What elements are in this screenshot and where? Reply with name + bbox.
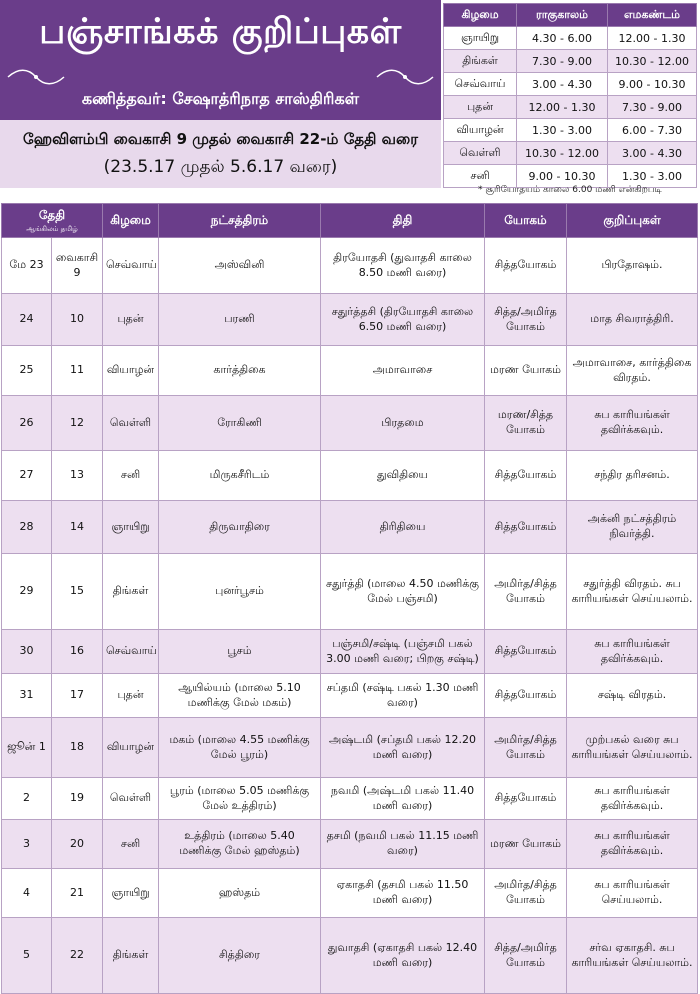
- timing-cell-day: ஞாயிறு: [444, 27, 517, 50]
- tithi-cell: திரயோதசி (துவாதசி காலை 8.50 மணி வரை): [321, 238, 485, 294]
- yogam-cell: சித்தயோகம்: [485, 501, 567, 554]
- day-cell: புதன்: [103, 294, 159, 346]
- table-row: [2, 674, 698, 718]
- tithi-cell: பஞ்சமி/சஷ்டி (பஞ்சமி பகல் 3.00 மணி வரை; பிறகு சஷ்டி): [321, 630, 485, 674]
- date-english-cell: 4: [2, 869, 52, 918]
- yogam-cell: சித்தயோகம்: [485, 630, 567, 674]
- day-cell: செவ்வாய்: [103, 238, 159, 294]
- date-tamil-cell: 21: [52, 869, 103, 918]
- period-dates: (23.5.17 முதல் 5.6.17 வரை): [103, 157, 338, 177]
- day-cell: ஞாயிறு: [103, 869, 159, 918]
- author-line: கணித்தவர்: சேஷாத்ரிநாத சாஸ்திரிகள்: [81, 89, 360, 108]
- star-cell: கார்த்திகை: [159, 346, 321, 396]
- timing-header-row: [444, 4, 697, 27]
- date-english-cell: 30: [2, 630, 52, 674]
- yogam-cell: அமிர்த/சித்த யோகம்: [485, 718, 567, 778]
- yogam-cell: சித்தயோகம்: [485, 238, 567, 294]
- notes-cell: சுப காரியங்கள் தவிர்க்கவும்.: [567, 778, 698, 820]
- date-tamil-cell: 20: [52, 820, 103, 869]
- header-date-tamil: தமிழ்: [60, 224, 78, 233]
- timing-note: * சூரியோதயம் காலை 6.00 மணி என்கிறபடி: [478, 185, 662, 195]
- date-tamil-cell: 18: [52, 718, 103, 778]
- date-tamil-cell: 12: [52, 396, 103, 451]
- date-tamil-cell: வைகாசி 9: [52, 238, 103, 294]
- table-row: [2, 396, 698, 451]
- timing-cell-day: சனி: [444, 165, 517, 188]
- timing-row: [444, 96, 697, 119]
- header-date-english: ஆங்கிலம்: [26, 224, 59, 233]
- yogam-cell: மரண யோகம்: [485, 820, 567, 869]
- star-cell: ஆயில்யம் (மாலை 5.10 மணிக்கு மேல் மகம்): [159, 674, 321, 718]
- yogam-cell: சித்தயோகம்: [485, 451, 567, 501]
- notes-cell: முற்பகல் வரை சுப காரியங்கள் செய்யலாம்.: [567, 718, 698, 778]
- timing-cell-rahu: 3.00 - 4.30: [517, 73, 608, 96]
- date-tamil-cell: 11: [52, 346, 103, 396]
- header-star: நட்சத்திரம்: [159, 204, 321, 238]
- star-cell: ரோகிணி: [159, 396, 321, 451]
- header-day: கிழமை: [103, 204, 159, 238]
- table-row: [2, 346, 698, 396]
- star-cell: மகம் (மாலை 4.55 மணிக்கு மேல் பூரம்): [159, 718, 321, 778]
- page-title: பஞ்சாங்கக் குறிப்புகள்: [39, 12, 402, 52]
- notes-cell: மாத சிவராத்திரி.: [567, 294, 698, 346]
- timing-cell-rahu: 12.00 - 1.30: [517, 96, 608, 119]
- tithi-cell: ஏகாதசி (தசமி பகல் 11.50 மணி வரை): [321, 869, 485, 918]
- notes-cell: பிரதோஷம்.: [567, 238, 698, 294]
- table-row: [2, 820, 698, 869]
- tithi-cell: பிரதமை: [321, 396, 485, 451]
- date-english-cell: 25: [2, 346, 52, 396]
- header-date: [2, 204, 103, 238]
- date-tamil-cell: 16: [52, 630, 103, 674]
- star-cell: சித்திரை: [159, 918, 321, 994]
- star-cell: புனர்பூசம்: [159, 554, 321, 630]
- timing-cell-rahu: 1.30 - 3.00: [517, 119, 608, 142]
- table-row: [2, 294, 698, 346]
- date-english-cell: 31: [2, 674, 52, 718]
- tithi-cell: துவாதசி (ஏகாதசி பகல் 12.40 மணி வரை): [321, 918, 485, 994]
- timing-row: [444, 142, 697, 165]
- date-english-cell: 2: [2, 778, 52, 820]
- notes-cell: அமாவாசை, கார்த்திகை விரதம்.: [567, 346, 698, 396]
- yogam-cell: மரண யோகம்: [485, 346, 567, 396]
- notes-cell: சுப காரியங்கள் செய்யலாம்.: [567, 869, 698, 918]
- header-tithi: திதி: [321, 204, 485, 238]
- table-row: [2, 869, 698, 918]
- date-english-cell: 5: [2, 918, 52, 994]
- timing-cell-day: வியாழன்: [444, 119, 517, 142]
- star-cell: பூரம் (மாலை 5.05 மணிக்கு மேல் உத்திரம்): [159, 778, 321, 820]
- notes-cell: சுப காரியங்கள் தவிர்க்கவும்.: [567, 820, 698, 869]
- star-cell: ஹஸ்தம்: [159, 869, 321, 918]
- yogam-cell: அமிர்த/சித்த யோகம்: [485, 554, 567, 630]
- timing-cell-rahu: 4.30 - 6.00: [517, 27, 608, 50]
- table-row: [2, 238, 698, 294]
- timing-cell-day: புதன்: [444, 96, 517, 119]
- timing-header-rahu: ராகுகாலம்: [517, 4, 608, 27]
- notes-cell: அக்னி நட்சத்திரம் நிவர்த்தி.: [567, 501, 698, 554]
- title-block: [0, 0, 441, 188]
- table-row: [2, 918, 698, 994]
- timing-row: [444, 50, 697, 73]
- table-row: [2, 451, 698, 501]
- timing-cell-yama: 9.00 - 10.30: [608, 73, 697, 96]
- date-english-cell: 24: [2, 294, 52, 346]
- date-english-cell: ஜூன் 1: [2, 718, 52, 778]
- right-flourish-ornament: [375, 66, 435, 88]
- day-cell: செவ்வாய்: [103, 630, 159, 674]
- timing-cell-yama: 3.00 - 4.30: [608, 142, 697, 165]
- tithi-cell: நவமி (அஷ்டமி பகல் 11.40 மணி வரை): [321, 778, 485, 820]
- notes-cell: சுப காரியங்கள் தவிர்க்கவும்.: [567, 630, 698, 674]
- date-tamil-cell: 13: [52, 451, 103, 501]
- header-yogam: யோகம்: [485, 204, 567, 238]
- table-row: [2, 718, 698, 778]
- timing-row: [444, 27, 697, 50]
- left-flourish-ornament: [6, 66, 66, 88]
- tithi-cell: சதுர்த்தி (மாலை 4.50 மணிக்கு மேல் பஞ்சமி): [321, 554, 485, 630]
- star-cell: பரணி: [159, 294, 321, 346]
- yogam-cell: மரண/சித்த யோகம்: [485, 396, 567, 451]
- day-cell: வெள்ளி: [103, 396, 159, 451]
- timing-cell-rahu: 9.00 - 10.30: [517, 165, 608, 188]
- tithi-cell: அஷ்டமி (சப்தமி பகல் 12.20 மணி வரை): [321, 718, 485, 778]
- date-tamil-cell: 10: [52, 294, 103, 346]
- notes-cell: சதுர்த்தி விரதம். சுப காரியங்கள் செய்யலாம்.: [567, 554, 698, 630]
- table-row: [2, 554, 698, 630]
- yogam-cell: அமிர்த/சித்த யோகம்: [485, 869, 567, 918]
- date-english-cell: 28: [2, 501, 52, 554]
- tithi-cell: துவிதியை: [321, 451, 485, 501]
- day-cell: புதன்: [103, 674, 159, 718]
- yogam-cell: சித்த/அமிர்த யோகம்: [485, 918, 567, 994]
- tithi-cell: சதுர்த்தசி (திரயோதசி காலை 6.50 மணி வரை): [321, 294, 485, 346]
- period-heading: ஹேவிளம்பி வைகாசி 9 முதல் வைகாசி 22-ம் தேதி வரை: [23, 130, 418, 148]
- timing-cell-rahu: 7.30 - 9.00: [517, 50, 608, 73]
- date-english-cell: 26: [2, 396, 52, 451]
- timing-cell-yama: 1.30 - 3.00: [608, 165, 697, 188]
- timing-header-yama: எமகண்டம்: [608, 4, 697, 27]
- day-cell: சனி: [103, 451, 159, 501]
- notes-cell: சர்வ ஏகாதசி. சுப காரியங்கள் செய்யலாம்.: [567, 918, 698, 994]
- timing-header-day: கிழமை: [444, 4, 517, 27]
- day-cell: திங்கள்: [103, 918, 159, 994]
- timing-cell-day: செவ்வாய்: [444, 73, 517, 96]
- date-english-cell: 3: [2, 820, 52, 869]
- day-cell: வெள்ளி: [103, 778, 159, 820]
- date-tamil-cell: 19: [52, 778, 103, 820]
- date-english-cell: மே 23: [2, 238, 52, 294]
- panchangam-table: [1, 203, 698, 994]
- notes-cell: சந்திர தரிசனம்.: [567, 451, 698, 501]
- timing-cell-day: வெள்ளி: [444, 142, 517, 165]
- table-row: [2, 778, 698, 820]
- header-date-label: தேதி: [38, 207, 66, 222]
- tithi-cell: தசமி (நவமி பகல் 11.15 மணி வரை): [321, 820, 485, 869]
- timing-cell-yama: 10.30 - 12.00: [608, 50, 697, 73]
- date-tamil-cell: 14: [52, 501, 103, 554]
- star-cell: திருவாதிரை: [159, 501, 321, 554]
- timing-cell-rahu: 10.30 - 12.00: [517, 142, 608, 165]
- tithi-cell: திரிதியை: [321, 501, 485, 554]
- yogam-cell: சித்தயோகம்: [485, 674, 567, 718]
- star-cell: மிருகசீரிடம்: [159, 451, 321, 501]
- tithi-cell: சப்தமி (சஷ்டி பகல் 1.30 மணி வரை): [321, 674, 485, 718]
- day-cell: சனி: [103, 820, 159, 869]
- table-row: [2, 630, 698, 674]
- notes-cell: சஷ்டி விரதம்.: [567, 674, 698, 718]
- timing-cell-day: திங்கள்: [444, 50, 517, 73]
- timing-row: [444, 119, 697, 142]
- notes-cell: சுப காரியங்கள் தவிர்க்கவும்.: [567, 396, 698, 451]
- day-cell: திங்கள்: [103, 554, 159, 630]
- timing-cell-yama: 12.00 - 1.30: [608, 27, 697, 50]
- timing-table: [443, 3, 697, 188]
- timing-cell-yama: 7.30 - 9.00: [608, 96, 697, 119]
- date-english-cell: 27: [2, 451, 52, 501]
- table-header-row: [2, 204, 698, 238]
- day-cell: ஞாயிறு: [103, 501, 159, 554]
- tithi-cell: அமாவாசை: [321, 346, 485, 396]
- header-notes: குறிப்புகள்: [567, 204, 698, 238]
- star-cell: உத்திரம் (மாலை 5.40 மணிக்கு மேல் ஹஸ்தம்): [159, 820, 321, 869]
- date-tamil-cell: 15: [52, 554, 103, 630]
- date-tamil-cell: 22: [52, 918, 103, 994]
- star-cell: அஸ்வினி: [159, 238, 321, 294]
- timing-row: [444, 73, 697, 96]
- date-english-cell: 29: [2, 554, 52, 630]
- yogam-cell: சித்த/அமிர்த யோகம்: [485, 294, 567, 346]
- date-tamil-cell: 17: [52, 674, 103, 718]
- table-row: [2, 501, 698, 554]
- day-cell: வியாழன்: [103, 718, 159, 778]
- day-cell: வியாழன்: [103, 346, 159, 396]
- yogam-cell: சித்தயோகம்: [485, 778, 567, 820]
- star-cell: பூசம்: [159, 630, 321, 674]
- timing-cell-yama: 6.00 - 7.30: [608, 119, 697, 142]
